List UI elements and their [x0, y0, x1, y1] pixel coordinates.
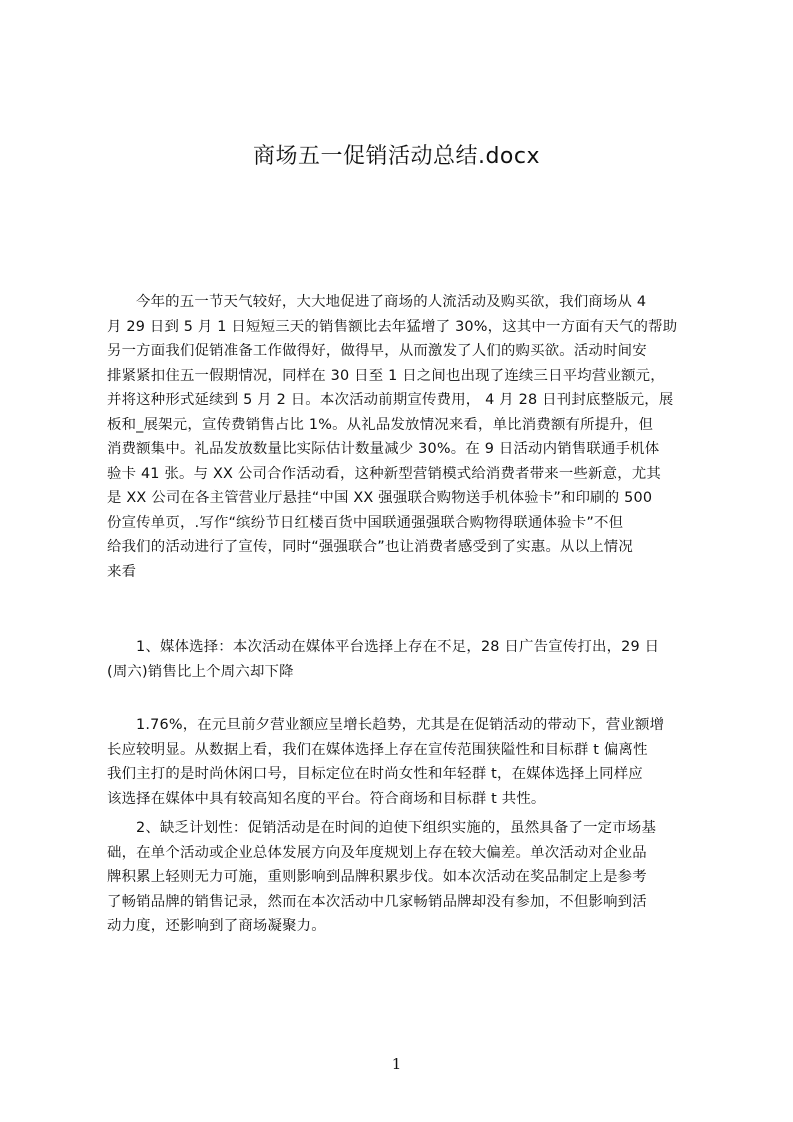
text-line: 月 29 日到 5 月 1 日短短三天的销售额比去年猛增了 30%，这其中一方面有天气的帮助: [107, 318, 678, 335]
paragraph-lack-of-planning: [107, 816, 709, 939]
paragraph-media-selection: [107, 635, 709, 684]
text-line: 验卡 41 张。与 XX 公司合作活动看，这种新型营销模式给消费者带来一些新意，尤其: [107, 465, 662, 482]
text-line: 1.76%，在元旦前夕营业额应呈增长趋势，尤其是在促销活动的带动下，营业额增: [136, 717, 665, 733]
text-line: 该选择在媒体中具有较高知名度的平台。符合商场和目标群 t 共性。: [107, 790, 546, 807]
text-line: 动力度，还影响到了商场凝聚力。: [107, 918, 326, 934]
text-line: 1、媒体选择：本次活动在媒体平台选择上存在不足，28 日广告宣传打出，29 日: [136, 639, 660, 655]
page-number: 1: [391, 1055, 402, 1073]
text-line: 板和_展架元，宣传费销售占比 1%。从礼品发放情况来看，单比消费额有所提升，但: [107, 416, 654, 433]
text-line: 给我们的活动进行了宣传，同时“强强联合”也让消费者感受到了实惠。从以上情况: [107, 539, 633, 555]
text-line: 牌积累上轻则无力可施，重则影响到品牌积累步伐。如本次活动在奖品制定上是参考: [107, 869, 647, 885]
text-line: 消费额集中。礼品发放数量比实际估计数量减少 30%。在 9 日活动内销售联通手机体: [107, 441, 660, 457]
text-line: (周六)销售比上个周六却下降: [107, 663, 294, 680]
text-line: 是 XX 公司在各主管营业厅悬挂“中国 XX 强强联合购物送手机体验卡”和印刷的 500: [107, 490, 653, 506]
text-line: 我们主打的是时尚休闲口号，目标定位在时尚女性和年轻群 t，在媒体选择上同样应: [107, 766, 643, 782]
text-line: 排紧紧扣住五一假期情况，同样在 30 日至 1 日之间也出现了连续三日平均营业额元，: [107, 367, 665, 384]
text-line: 了畅销品牌的销售记录，然而在本次活动中几家畅销品牌却没有参加，不但影响到活: [107, 893, 647, 910]
text-line: 另一方面我们促销准备工作做得好，做得早，从而激发了人们的购买欲。活动时间安: [107, 343, 647, 359]
text-line: 份宣传单页，.写作“缤纷节日红楼百货中国联通强强联合购物得联通体验卡”不但: [107, 514, 624, 531]
text-line: 来看: [107, 563, 137, 580]
paragraph-intro: [107, 290, 709, 584]
text-line: 2、缺乏计划性：促销活动是在时间的迫使下组织实施的，虽然具备了一定市场基: [136, 820, 657, 836]
text-line: 长应较明显。从数据上看，我们在媒体选择上存在宣传范围狭隘性和目标群 t 偏离性: [107, 741, 648, 758]
text-line: 今年的五一节天气较好，大大地促进了商场的人流活动及购买欲，我们商场从 4: [136, 294, 647, 310]
text-line: 并将这种形式延续到 5 月 2 日。本次活动前期宣传费用， 4 月 28 日刊封底整版元，展: [107, 392, 674, 408]
paragraph-data-analysis: [107, 713, 709, 811]
text-line: 础，在单个活动或企业总体发展方向及年度规划上存在较大偏差。单次活动对企业品: [107, 844, 647, 861]
document-title: 商场五一促销活动总结.docx: [252, 144, 541, 169]
